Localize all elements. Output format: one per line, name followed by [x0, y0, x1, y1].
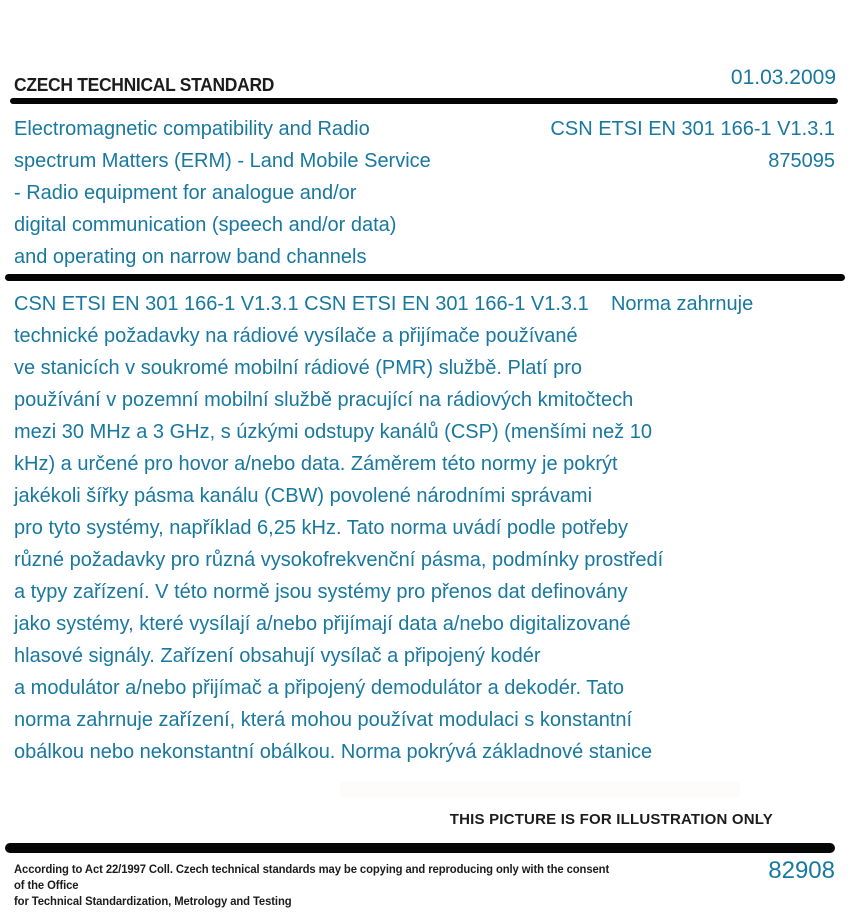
subject-line: spectrum Matters (ERM) - Land Mobile Service [14, 150, 431, 172]
catalog-number: 875095 [768, 150, 835, 172]
subject-line: Electromagnetic compatibility and Radio [14, 118, 370, 140]
abstract-line: jakékoli šířky pásma kanálu (CBW) povolené národními správami [14, 485, 593, 507]
abstract-line: a typy zařízení. V této normě jsou systémy pro přenos dat definovány [14, 581, 628, 603]
subject-line: digital communication (speech and/or data) [14, 214, 397, 236]
title-divider [5, 274, 845, 281]
standard-designation: CSN ETSI EN 301 166-1 V1.3.1 [550, 118, 835, 140]
illustration-only-note: THIS PICTURE IS FOR ILLUSTRATION ONLY [449, 811, 773, 828]
abstract-line: hlasové signály. Zařízení obsahují vysílač a připojený kodér [14, 645, 541, 667]
footer-legal-line: According to Act 22/1997 Coll. Czech technical standards may be copying and reproducing only with the consent of the Office [14, 864, 610, 892]
standard-subject [14, 113, 534, 273]
footer-legal-line: for Technical Standardization, Metrology and Testing [14, 896, 292, 908]
issue-date: 01.03.2009 [730, 66, 836, 89]
subject-line: - Radio equipment for analogue and/or [14, 182, 357, 204]
footer-legal-text [14, 862, 622, 910]
abstract-line: mezi 30 MHz a 3 GHz, s úzkými odstupy kanálů (CSP) (menšími než 10 [14, 421, 652, 443]
abstract-line: jako systémy, které vysílají a/nebo přijímají data a/nebo digitalizované [14, 613, 631, 635]
abstract-line: obálkou nebo nekonstantní obálkou. Norma pokrývá základnové stanice [14, 741, 653, 763]
header-divider [10, 98, 838, 104]
abstract-line: pro tyto systémy, například 6,25 kHz. Tato norma uvádí podle potřeby [14, 517, 629, 539]
abstract-line: kHz) a určené pro hovor a/nebo data. Záměrem této normy je pokrýt [14, 453, 618, 475]
faded-watermark [340, 782, 740, 798]
abstract-line: různé požadavky pro různá vysokofrekvenční pásma, podmínky prostředí [14, 549, 664, 571]
subject-line: and operating on narrow band channels [14, 246, 367, 268]
abstract-line: používání v pozemní mobilní službě pracující na rádiových kmitočtech [14, 389, 634, 411]
abstract-line: technické požadavky na rádiové vysílače a přijímače používané [14, 325, 578, 347]
footer-document-number: 82908 [768, 857, 835, 884]
designation-column [550, 113, 835, 177]
abstract-line: a modulátor a/nebo přijímač a připojený demodulátor a dekodér. Tato [14, 677, 625, 699]
abstract-line: norma zahrnuje zařízení, která mohou používat modulaci s konstantní [14, 709, 633, 731]
abstract-line: CSN ETSI EN 301 166-1 V1.3.1 CSN ETSI EN 301 166-1 V1.3.1 Norma zahrnuje [14, 293, 754, 315]
page-title: CZECH TECHNICAL STANDARD [14, 75, 275, 95]
footer-divider [5, 843, 835, 853]
abstract-line: ve stanicích v soukromé mobilní rádiové (PMR) službě. Platí pro [14, 357, 582, 379]
abstract-text [14, 288, 854, 768]
